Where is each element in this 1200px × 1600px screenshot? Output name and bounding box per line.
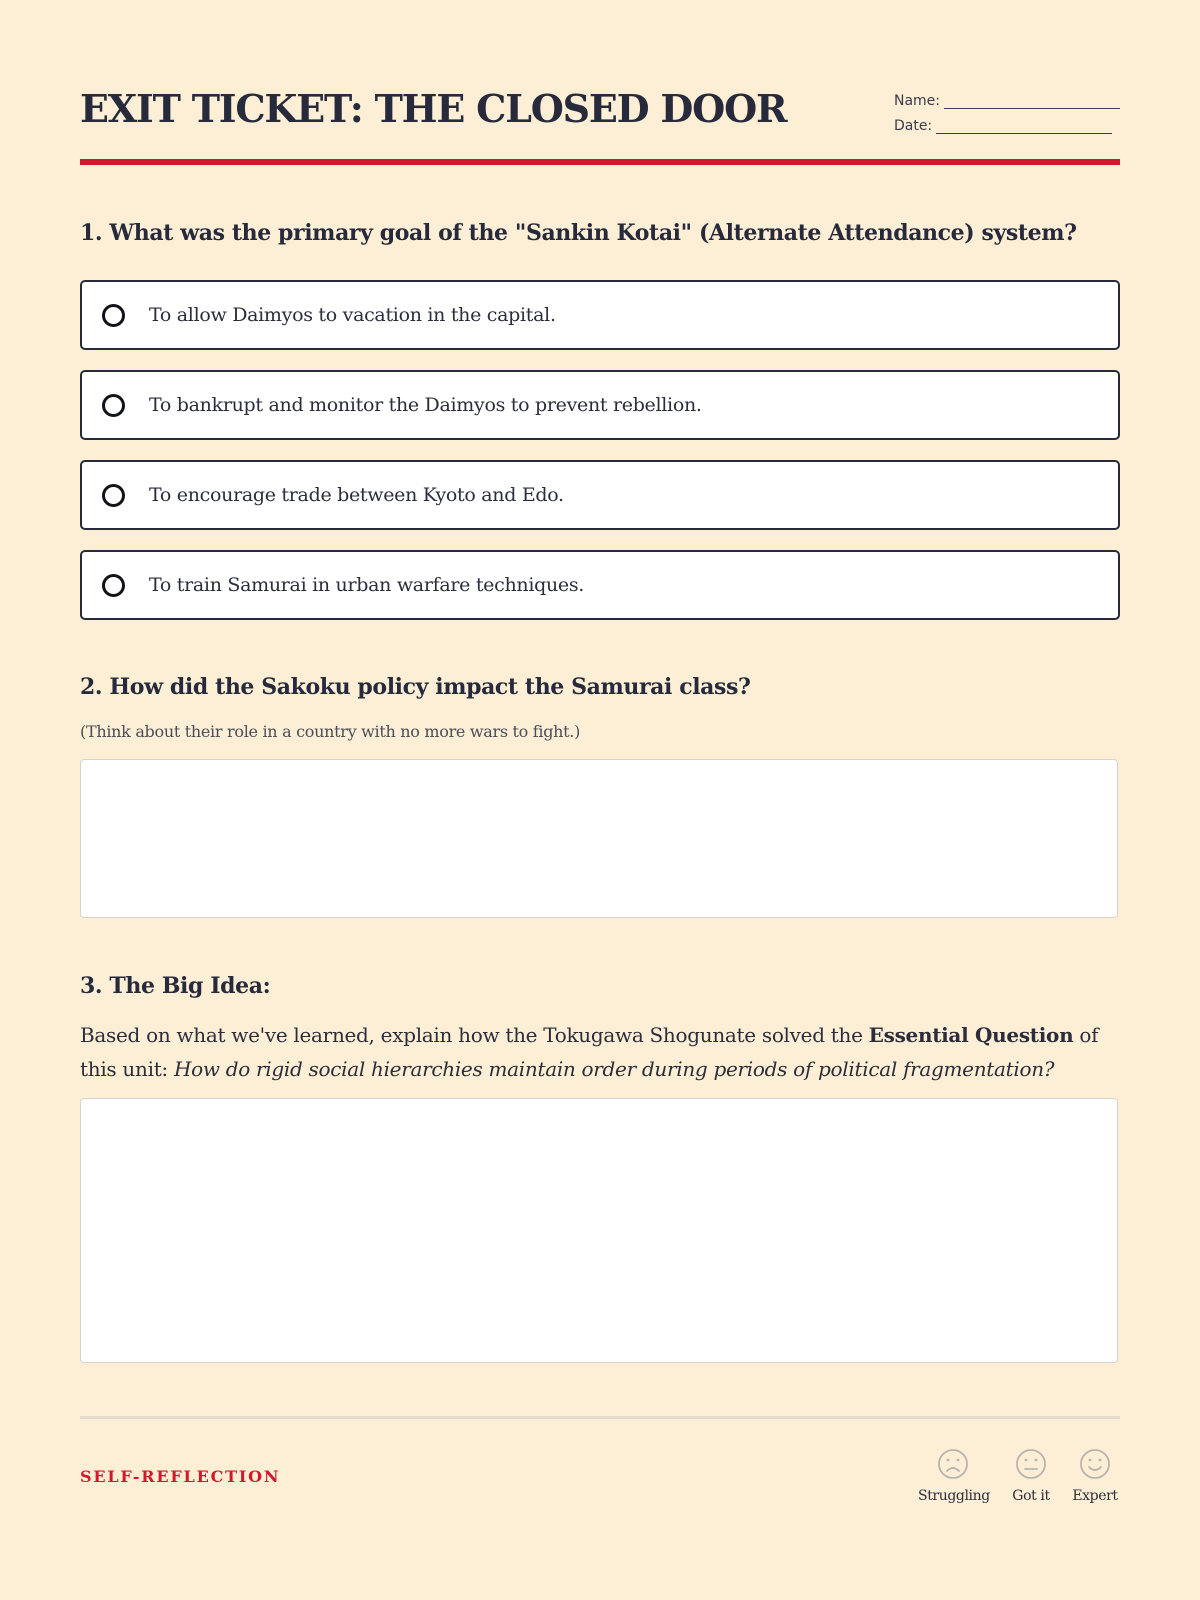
name-field[interactable] <box>944 94 1120 109</box>
prompt-text-2: of this unit: <box>80 1023 1099 1081</box>
option-b[interactable] <box>80 370 1120 440</box>
date-row <box>894 109 1120 134</box>
option-a[interactable] <box>80 280 1120 350</box>
prompt-text: Based on what we've learned, explain how the Tokugawa Shogunate solved the <box>80 1023 869 1047</box>
date-label: Date: <box>893 118 933 134</box>
neutral-face-icon <box>1015 1448 1047 1480</box>
radio-icon[interactable] <box>102 304 125 327</box>
option-label: To train Samurai in urban warfare techniques. <box>149 574 585 596</box>
self-reflection-ratings <box>918 1448 1120 1508</box>
question-1-heading: 1. What was the primary goal of the "Sankin Kotai" (Alternate Attendance) system? <box>80 220 1077 246</box>
radio-icon[interactable] <box>102 484 125 507</box>
date-field[interactable] <box>936 119 1112 134</box>
radio-icon[interactable] <box>102 574 125 597</box>
option-label: To bankrupt and monitor the Daimyos to prevent rebellion. <box>149 394 702 416</box>
rating-struggling[interactable] <box>918 1448 988 1504</box>
self-reflection-label: SELF-REFLECTION <box>80 1467 281 1486</box>
option-d[interactable] <box>80 550 1120 620</box>
footer-divider <box>80 1416 1120 1419</box>
question-2-heading: 2. How did the Sakoku policy impact the Samurai class? <box>80 674 751 700</box>
question-2-hint: (Think about their role in a country with no more wars to fight.) <box>80 722 581 741</box>
rating-got-it[interactable] <box>1006 1448 1056 1504</box>
question-3-heading: 3. The Big Idea: <box>80 973 271 999</box>
question-3-prompt <box>80 1018 1120 1086</box>
radio-icon[interactable] <box>102 394 125 417</box>
option-label: To encourage trade between Kyoto and Edo. <box>149 484 564 506</box>
header-divider <box>80 159 1120 165</box>
ticket-header <box>80 82 1120 132</box>
question-3-answer[interactable] <box>80 1098 1118 1363</box>
rating-label: Struggling <box>918 1488 990 1504</box>
name-label: Name: <box>893 93 940 109</box>
student-info <box>894 84 1120 134</box>
page-title: EXIT TICKET: THE CLOSED DOOR <box>80 86 787 131</box>
essential-question-label: Essential Question <box>868 1023 1074 1047</box>
rating-label: Got it <box>1012 1488 1050 1504</box>
option-label: To allow Daimyos to vacation in the capital. <box>149 304 556 326</box>
frown-face-icon <box>937 1448 969 1480</box>
essential-question-text: How do rigid social hierarchies maintain order during periods of political fragmentation? <box>173 1057 1055 1081</box>
name-row <box>894 84 1120 109</box>
question-2-answer[interactable] <box>80 759 1118 918</box>
rating-label: Expert <box>1072 1488 1118 1504</box>
smile-face-icon <box>1079 1448 1111 1480</box>
option-c[interactable] <box>80 460 1120 530</box>
rating-expert[interactable] <box>1070 1448 1120 1504</box>
